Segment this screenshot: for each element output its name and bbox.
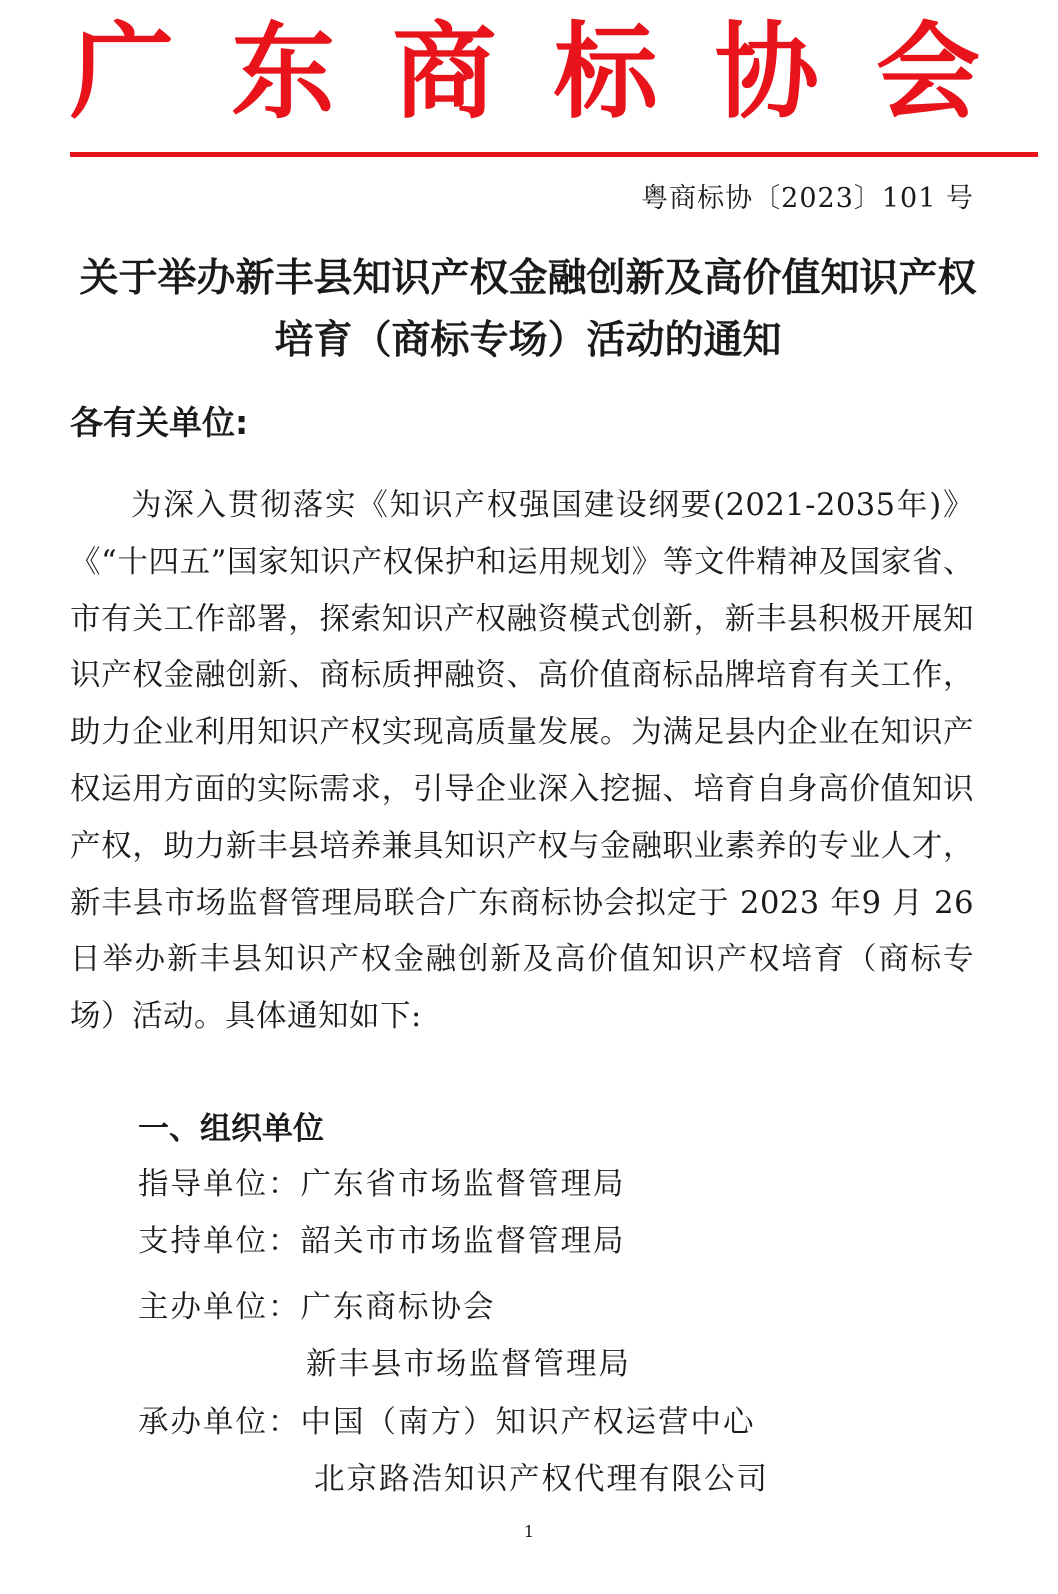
organizer-unit-value-2: 北京路浩知识产权代理有限公司 — [314, 1462, 769, 1497]
host-unit-label: 主办单位： — [138, 1290, 301, 1325]
organizer-unit-label: 承办单位： — [138, 1405, 301, 1440]
letterhead-char: 会 — [875, 10, 980, 133]
document-number: 粤商标协〔2023〕101 号 — [641, 183, 974, 214]
guide-unit-label: 指导单位： — [138, 1167, 301, 1202]
letterhead-char: 协 — [714, 10, 819, 133]
host-unit-value-2: 新丰县市场监督管理局 — [306, 1347, 631, 1382]
letterhead-char: 商 — [392, 10, 497, 133]
letterhead-char: 广 — [70, 10, 175, 133]
letterhead-char: 东 — [231, 10, 336, 133]
salutation: 各有关单位: — [70, 403, 249, 442]
letterhead-char: 标 — [553, 10, 658, 133]
organizer-unit-row — [138, 1398, 756, 1448]
document-title: 关于举办新丰县知识产权金融创新及高价值知识产权培育（商标专场）活动的通知 — [79, 256, 977, 363]
body-paragraph: 为深入贯彻落实《知识产权强国建设纲要(2021-2035年)》《“十四五”国家知识产权保护和运用规划》等文件精神及国家省、市有关工作部署，探索知识产权融资模式创新，新丰县积极开展知识产权金融创新、商标质押融资、高价值商标品牌培育有关工作，助力企业利用知识产权实现高质量发展。为满足县内企业在知识产权运用方面的实际需求，引导企业深入挖掘、培育自身高价值知识产权，助力新丰县培养兼具知识产权与金融职业素养的专业人才，新丰县市场监督管理局联合广东商标协会拟定于 2023 年9 月 26 日举办新丰县知识产权金融创新及高价值知识产权培育（商标专场）活动。具体通知如下: — [70, 488, 974, 1035]
host-unit-row — [138, 1283, 496, 1333]
letterhead-org-name — [70, 12, 980, 132]
letterhead-divider — [70, 152, 1038, 157]
guide-unit-row — [138, 1160, 626, 1210]
support-unit-label: 支持单位： — [138, 1224, 301, 1259]
guide-unit-value: 广东省市场监督管理局 — [300, 1167, 626, 1202]
organizer-unit-value: 中国（南方）知识产权运营中心 — [300, 1405, 756, 1440]
host-unit-value: 广东商标协会 — [300, 1290, 496, 1325]
section-heading: 一、组织单位 — [138, 1111, 324, 1147]
support-unit-row — [138, 1217, 626, 1267]
support-unit-value: 韶关市市场监督管理局 — [300, 1224, 626, 1259]
page-number: 1 — [523, 1522, 535, 1541]
